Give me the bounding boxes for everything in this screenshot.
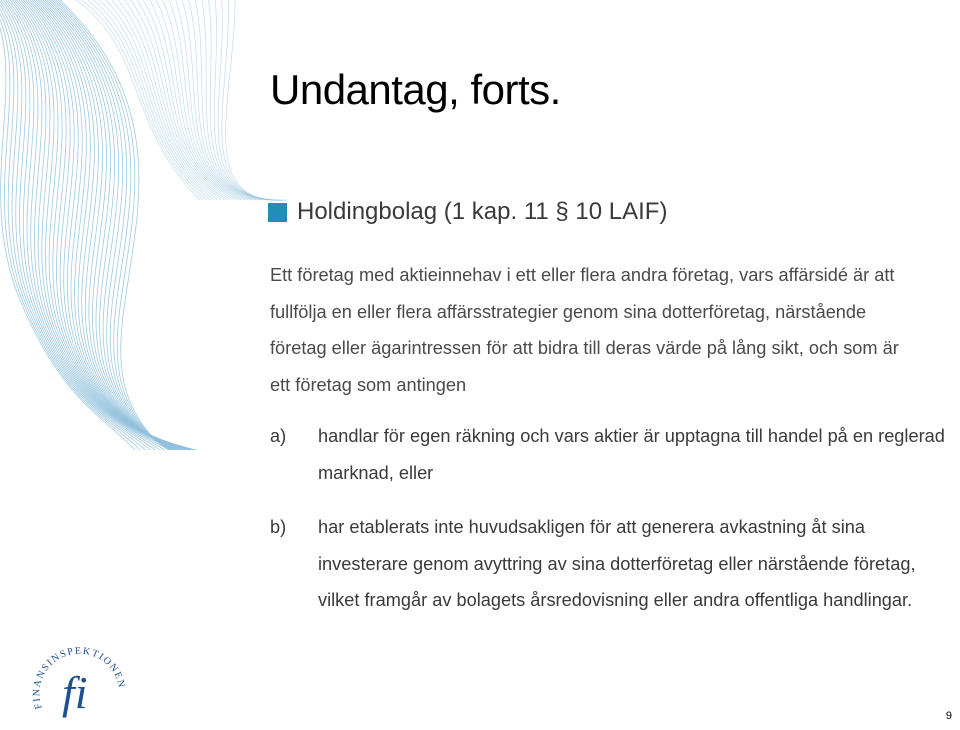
list-marker: a) <box>270 426 287 446</box>
svg-text:fi: fi <box>62 667 88 718</box>
definition-paragraph: Ett företag med aktieinnehav i ett eller flera andra företag, vars affärsidé är att fullfölja en eller flera affärsstrategier genom sina dotterföretag, närstående företag eller ägarintressen för att bidra till deras värde på lång sikt, och som är ett företag som antingen <box>270 265 899 395</box>
decorative-wave-lines <box>0 0 300 450</box>
list-item-a <box>270 418 960 491</box>
square-bullet-icon <box>268 203 287 222</box>
page-number: 9 <box>945 710 952 722</box>
list-item-b <box>270 509 960 619</box>
slide-title: Undantag, forts. <box>270 66 561 113</box>
bullet-point <box>268 198 667 226</box>
list-item-text: har etablerats inte huvudsakligen för att generera avkastning åt sina investerare genom avyttring av sina dotterföretag eller närstående företag, vilket framgår av bolagets årsredovisning eller andra offentliga handlingar. <box>318 517 916 610</box>
svg-text:FINANSINSPEKTIONEN: FINANSINSPEKTIONEN <box>31 645 128 711</box>
bullet-text: Holdingbolag (1 kap. 11 § 10 LAIF) <box>297 198 668 225</box>
list-marker: b) <box>270 517 287 537</box>
finansinspektionen-logo <box>28 638 132 728</box>
list-item-text: handlar för egen räkning och vars aktier är upptagna till handel på en reglerad marknad, eller <box>318 426 945 483</box>
